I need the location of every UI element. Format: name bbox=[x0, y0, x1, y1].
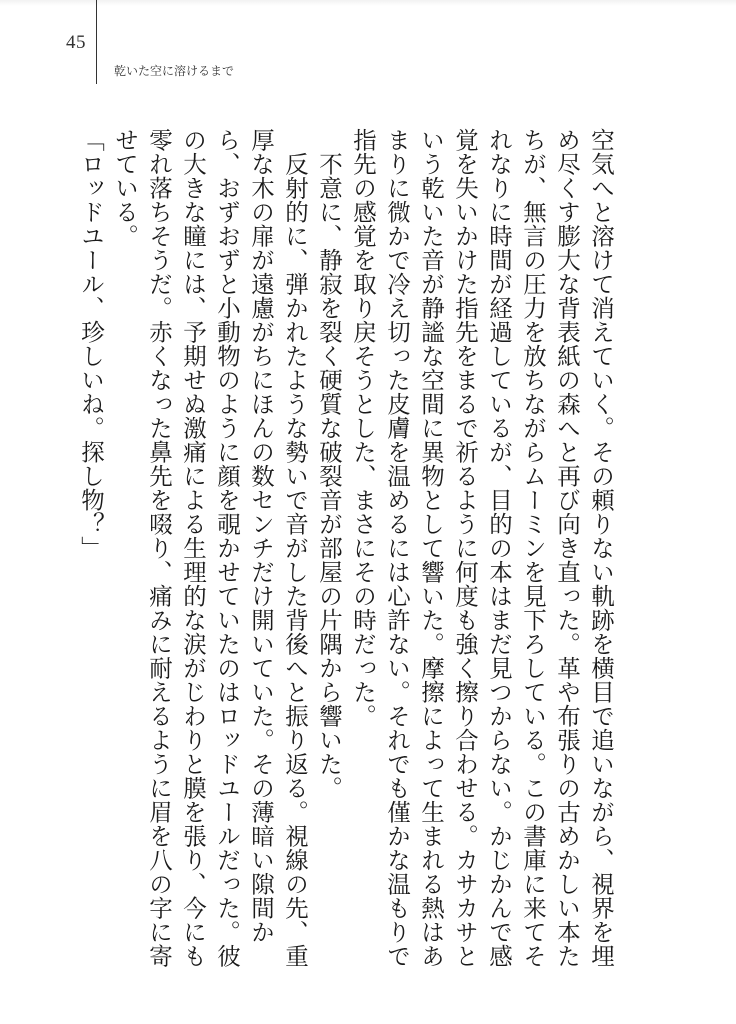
header-divider bbox=[96, 0, 97, 84]
running-title: 乾いた空に溶けるまで bbox=[114, 64, 235, 78]
page-number: 45 bbox=[66, 32, 86, 53]
paragraph-2: 不意に、静寂を裂く硬質な破裂音が部屋の片隅から響いた。 bbox=[315, 151, 343, 800]
page-top-shade bbox=[0, 0, 736, 6]
paragraph-1: 空気へと溶けて消えていく。その頼りない軌跡を横目で追いながら、視界を埋め尽くす膨大な背表紙の森へと再び向き直った。革や布張りの古めかしい本たちが、無言の圧力を放ちながらムーミンを見下ろしている。この書庫に来てそれなりに時間が経過しているが、目的の本はまだ見つからない。かじかんで感覚を失いかけた指先をまるで祈るように何度も強く擦り合わせる。カサカサという乾いた音が静謐な空間に異物として響いた。摩擦によって生まれる熱はあまりに微かで冷え切った皮膚を温めるには心許ない。それでも僅かな温もりで指先の感覚を取り戻そうとした、まさにその時だった。 bbox=[349, 128, 615, 968]
dialogue-line: 「ロッドユール、珍しいね。探し物？」 bbox=[77, 128, 105, 560]
body-text bbox=[77, 128, 618, 974]
paragraph-3: 反射的に、弾かれたような勢いで音がした背後へと振り返る。視線の先、重厚な木の扉が遠慮がちにほんの数センチだけ開いていた。その薄暗い隙間から、おずおずと小動物のように顔を覗かせていたのはロッドユールだった。彼の大きな瞳には、予期せぬ激痛による生理的な涙がじわりと膜を張り、今にも零れ落ちそうだ。赤くなった鼻先を啜り、痛みに耐えるように眉を八の字に寄せている。 bbox=[111, 128, 309, 968]
